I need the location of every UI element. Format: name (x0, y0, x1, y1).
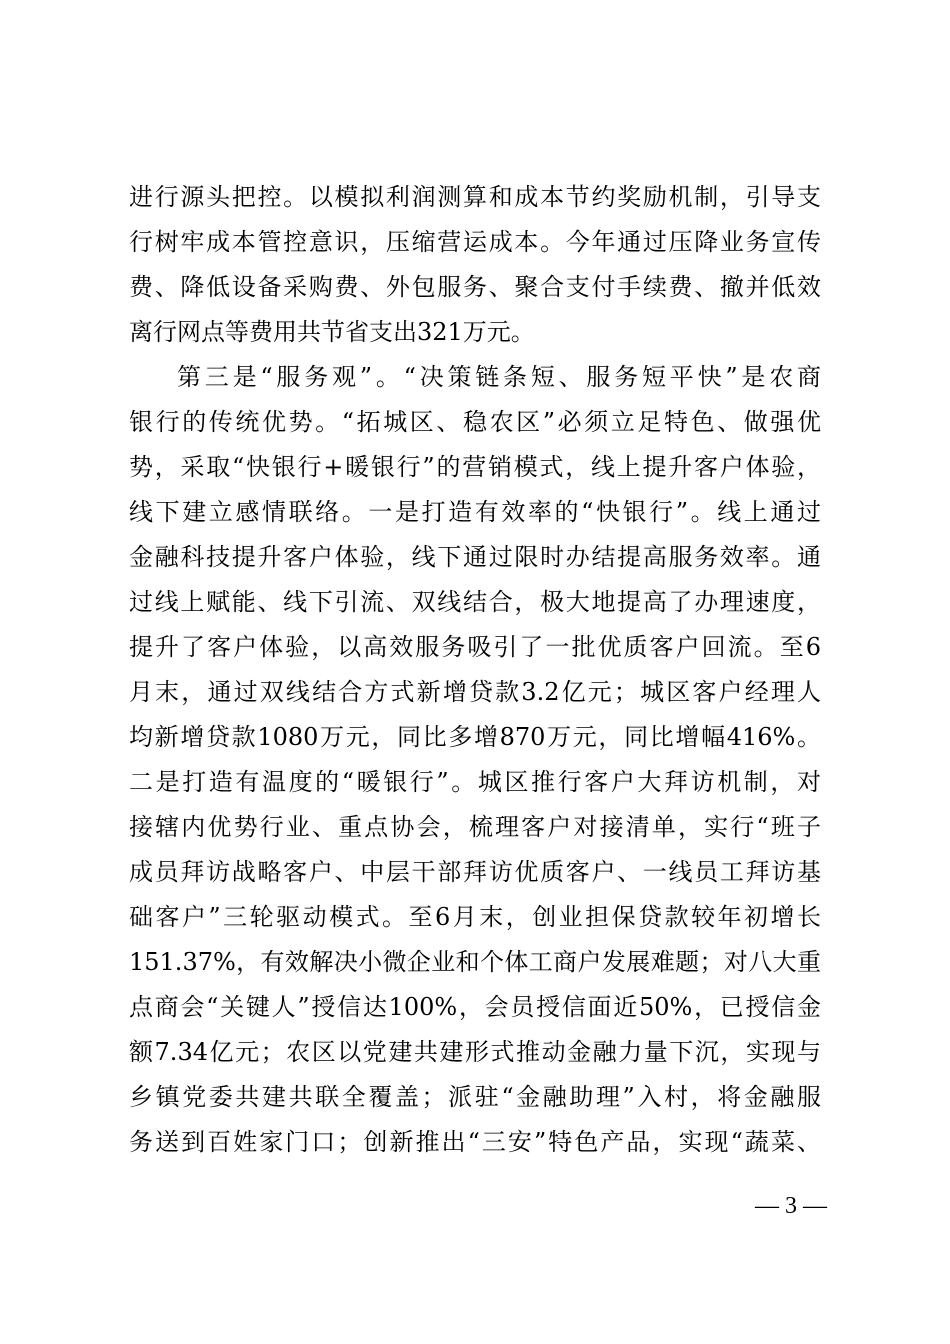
text-line: 第三是“服务观”。“决策链条短、服务短平快”是农商 (177, 363, 821, 391)
text-line: 151.37%，有效解决小微企业和个体工商户发展难题；对八大重 (129, 948, 821, 976)
text-line: 接辖内优势行业、重点协会，梳理客户对接清单，实行“班子 (129, 813, 821, 841)
text-line: 额7.34亿元；农区以党建共建形式推动金融力量下沉，实现与 (129, 1038, 821, 1066)
text-line: 二是打造有温度的“暖银行”。城区推行客户大拜访机制，对 (129, 768, 821, 796)
text-line: 行树牢成本管控意识，压缩营运成本。今年通过压降业务宣传 (129, 228, 821, 256)
text-line: 提升了客户体验，以高效服务吸引了一批优质客户回流。至6 (129, 633, 821, 661)
text-line: 金融科技提升客户体验，线下通过限时办结提高服务效率。通 (129, 543, 821, 571)
text-line: 银行的传统优势。“拓城区、稳农区”必须立足特色、做强优 (129, 408, 821, 436)
text-line: 进行源头把控。以模拟利润测算和成本节约奖励机制，引导支 (129, 183, 821, 211)
text-line: 势，采取“快银行+暖银行”的营销模式，线上提升客户体验， (129, 453, 821, 481)
text-line: 点商会“关键人”授信达100%，会员授信面近50%，已授信金 (129, 993, 821, 1021)
text-line: 均新增贷款1080万元，同比多增870万元，同比增幅416%。 (129, 723, 821, 751)
text-line: 乡镇党委共建共联全覆盖；派驻“金融助理”入村，将金融服 (129, 1083, 821, 1111)
text-line: 础客户”三轮驱动模式。至6月末，创业担保贷款较年初增长 (129, 903, 821, 931)
text-line: 费、降低设备采购费、外包服务、聚合支付手续费、撤并低效 (129, 273, 821, 301)
page-number: — 3 — (755, 1193, 827, 1219)
body-text (129, 175, 821, 1165)
text-line: 成员拜访战略客户、中层干部拜访优质客户、一线员工拜访基 (129, 858, 821, 886)
text-line: 线下建立感情联络。一是打造有效率的“快银行”。线上通过 (129, 498, 821, 526)
text-line: 务送到百姓家门口；创新推出“三安”特色产品，实现“蔬菜、 (129, 1128, 821, 1156)
text-line: 离行网点等费用共节省支出321万元。 (129, 318, 535, 346)
text-line: 过线上赋能、线下引流、双线结合，极大地提高了办理速度， (129, 588, 821, 616)
text-line: 月末，通过双线结合方式新增贷款3.2亿元；城区客户经理人 (129, 678, 821, 706)
